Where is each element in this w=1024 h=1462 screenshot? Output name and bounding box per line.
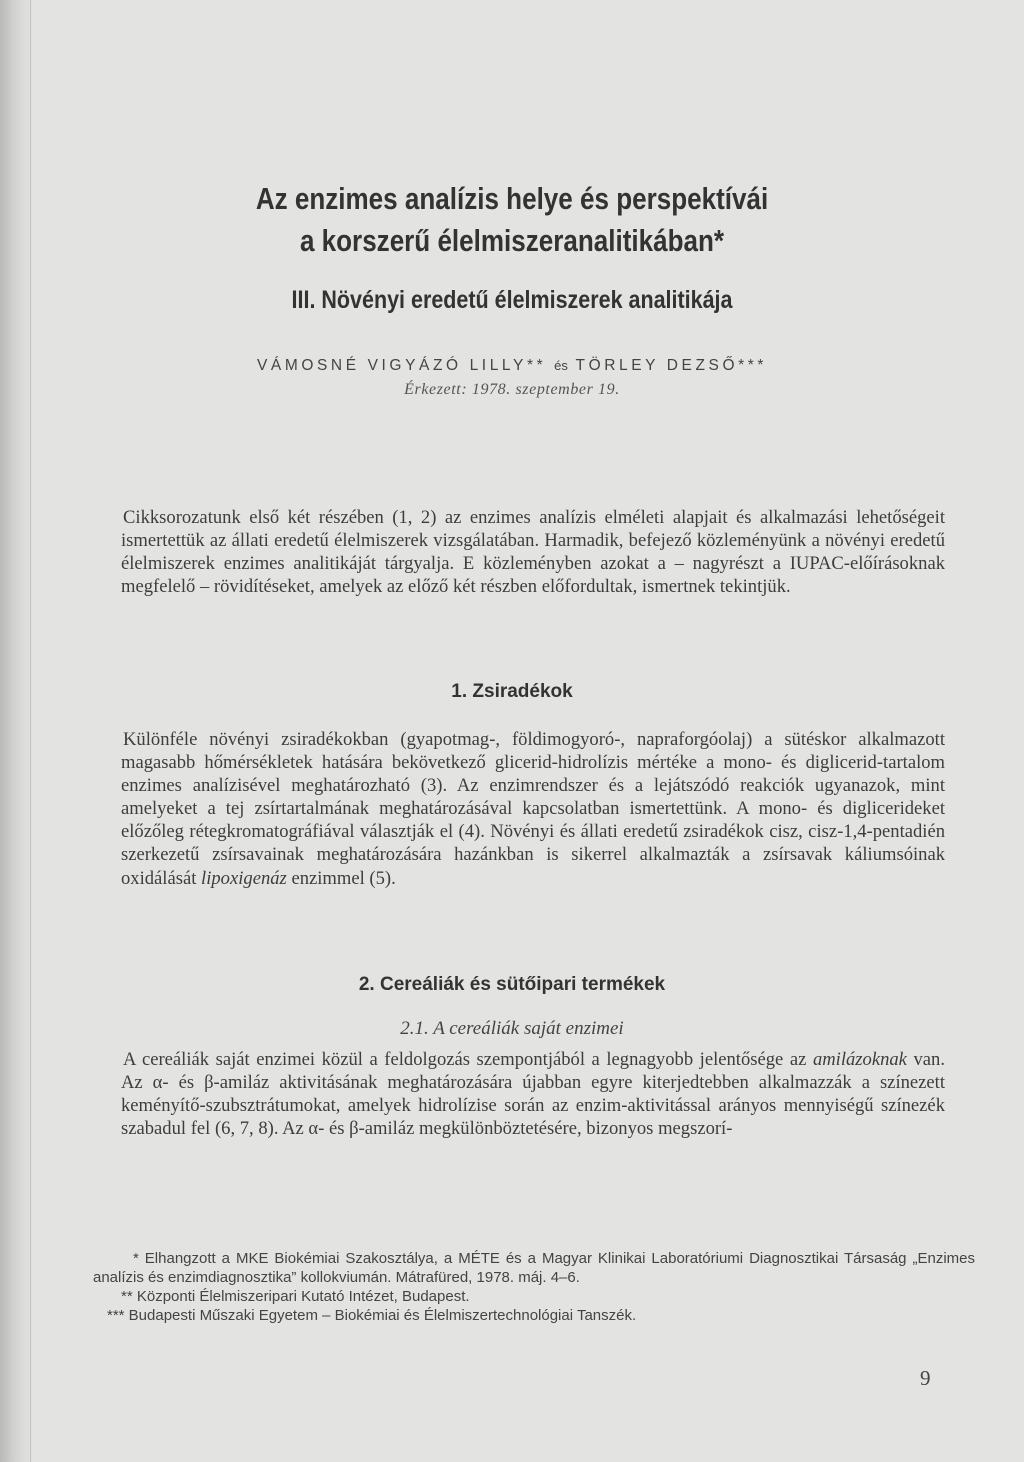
footnote-2: ** Központi Élelmiszeripari Kutató Intézet, Budapest. xyxy=(121,1288,470,1305)
binding-edge xyxy=(30,0,31,1462)
title-line-1: Az enzimes analízis helye és perspektívái xyxy=(255,181,769,216)
section-1-text-b: enzimmel (5). xyxy=(291,867,396,889)
footnotes xyxy=(93,1249,975,1325)
section-1-heading: 1. Zsiradékok xyxy=(451,681,573,702)
page-number: 9 xyxy=(920,1366,931,1390)
author-conjunction: és xyxy=(554,358,568,373)
section-1-text-a: Különféle növényi zsiradékokban (gyapotmag-, földimogyoró-, napraforgóolaj) a sütéskor alkalmazott magasabb hőmérsékletek hatására bekövetkező glicerid-hidrolízis mértéke a mono- és diglicerid-tartalom enzimes analízisével meghatározható (3). Az enzimrendszer és a lejátszódó reakciók ugyanazok, mint amelyeket a tej zsírtartalmának meghatározásával kapcsolatban ismertettünk. A mono- és diglicerideket előzőleg rétegkromatográfiával választják el (4). Növényi és állati eredetű zsiradékok cisz, cisz-1,4-pentadién szerkezetű zsírsavainak meghatározására hazánkban is sikerrel alkalmazták a zsírsavak káliumsóinak oxidálását xyxy=(121,729,945,889)
section-2-paragraph xyxy=(121,1048,945,1140)
section-1-paragraph xyxy=(121,728,945,890)
section-1-italic-term: lipoxigenáz xyxy=(201,867,287,889)
author-2: TÖRLEY DEZSŐ*** xyxy=(575,357,768,374)
title-line-2: a korszerű élelmiszeranalitikában* xyxy=(299,223,725,258)
intro-paragraph: Cikksorozatunk első két részében (1, 2) az enzimes analízis elméleti alapjait és alkalmazási lehetőségeit ismertettük az állati eredetű élelmiszerek vizsgálatában. Harmadik, befejező közleményünk a növényi eredetű élelmiszerek enzimes analitikáját tárgyalja. E közleményben azokat a – nagyrészt a IUPAC-előírásoknak megfelelő – rövidítéseket, amelyek az előző két részben előfordultak, ismertnek tekintjük. xyxy=(121,507,945,598)
section-2-text-b: van. Az α- és β-amiláz aktivitásának meghatározására újabban egyre kiterjedtebben alkalmazzák a színezett keményítő-szubsztrátumokat, amelyek hidrolízise során az enzim-aktivitással arányos mennyiségű színezék szabadul fel (6, 7, 8). Az α- és β-amiláz megkülönböztetésére, bizonyos megszorí- xyxy=(121,1049,945,1140)
author-1: VÁMOSNÉ VIGYÁZÓ LILLY** xyxy=(256,357,547,374)
received-date: Érkezett: 1978. szeptember 19. xyxy=(404,381,620,398)
section-2-heading: 2. Cereáliák és sütőipari termékek xyxy=(358,974,666,995)
section-2-1-heading: 2.1. A cereáliák saját enzimei xyxy=(400,1018,624,1039)
author-line xyxy=(0,355,1024,377)
section-2-text-a: A cereáliák saját enzimei közül a feldolgozás szempontjából a legnagyobb jelentősége az xyxy=(123,1049,807,1070)
footnote-3: *** Budapesti Műszaki Egyetem – Biokémiai és Élelmiszertechnológiai Tanszék. xyxy=(107,1307,637,1324)
footnote-1: * Elhangzott a MKE Biokémiai Szakosztálya, a MÉTE és a Magyar Klinikai Laboratóriumi Diagnosztikai Társaság „Enzimes analízis és enzimdiagnosztika” kollokviumán. Mátrafüred, 1978. máj. 4–6. xyxy=(93,1250,975,1286)
section-2-italic-term: amilázoknak xyxy=(812,1049,907,1070)
article-subtitle: III. Növényi eredetű élelmiszerek analitikája xyxy=(291,286,733,314)
article-title xyxy=(82,178,942,262)
page-binding-shadow xyxy=(0,0,34,1462)
